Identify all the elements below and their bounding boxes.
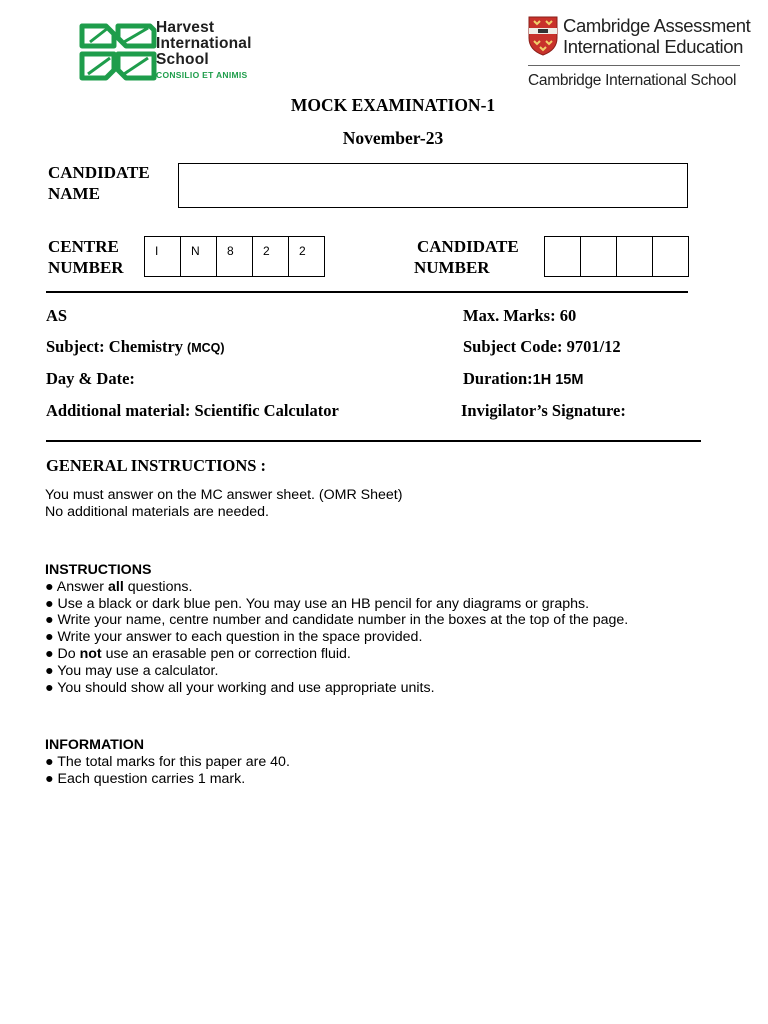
- centre-digit-box[interactable]: 2: [288, 236, 325, 277]
- centre-digit-box[interactable]: 8: [216, 236, 253, 277]
- information-section: [45, 737, 290, 787]
- instruction-item: ● You should show all your working and use appropriate units.: [45, 679, 435, 696]
- day-date: Day & Date:: [46, 369, 135, 388]
- candidate-number-label-line1: CANDIDATE: [417, 237, 519, 256]
- additional-material: Additional material: Scientific Calculator: [46, 401, 339, 420]
- centre-number-boxes: [144, 236, 325, 277]
- candidate-digit-box[interactable]: [652, 236, 689, 277]
- subject-line: [46, 337, 225, 357]
- centre-number-label-line1: CENTRE: [48, 237, 119, 256]
- candidate-name-label-line2: NAME: [48, 184, 100, 203]
- subject-code: Subject Code: 9701/12: [463, 337, 621, 356]
- harvest-motto: CONSILIO ET ANIMIS: [156, 70, 248, 80]
- instruction-item: ● Write your answer to each question in the space provided.: [45, 629, 423, 646]
- candidate-digit-box[interactable]: [544, 236, 581, 277]
- instruction-item: ● Write your name, centre number and candidate number in the boxes at the top of the page.: [45, 612, 629, 629]
- instruction-item: ● Do not use an erasable pen or correction fluid.: [45, 645, 351, 662]
- duration-value: 1H 15M: [532, 372, 584, 388]
- general-instruction-line: You must answer on the MC answer sheet. (OMR Sheet): [45, 487, 403, 503]
- cambridge-line2: International Education: [563, 36, 744, 57]
- cambridge-wordmark: [563, 15, 750, 57]
- information-heading: INFORMATION: [45, 737, 145, 753]
- centre-number-label-line2: NUMBER: [48, 258, 124, 277]
- instruction-item: ● Answer all questions.: [45, 578, 193, 595]
- invigilator-signature: Invigilator’s Signature:: [461, 401, 626, 420]
- instruction-item: ● Use a black or dark blue pen. You may use an HB pencil for any diagrams or graphs.: [45, 595, 590, 612]
- candidate-number-label-line2: NUMBER: [414, 258, 490, 277]
- information-item: ● The total marks for this paper are 40.: [45, 753, 290, 770]
- instructions-list: [45, 579, 628, 697]
- harvest-name-line3: School: [156, 51, 209, 68]
- exam-date: November-23: [342, 128, 444, 148]
- candidate-name-field[interactable]: [178, 163, 688, 208]
- centre-number-label: [48, 236, 124, 278]
- general-instruction-line: No additional materials are needed.: [45, 503, 269, 520]
- subject: Subject: Chemistry: [46, 337, 184, 356]
- information-list: [45, 754, 290, 788]
- general-instructions-body: [45, 487, 402, 521]
- candidate-digit-box[interactable]: [580, 236, 617, 277]
- candidate-digit-box[interactable]: [616, 236, 653, 277]
- cambridge-shield-icon: [528, 16, 558, 56]
- instructions-section: [45, 562, 628, 696]
- candidate-name-label: [48, 162, 150, 204]
- harvest-name-line2: International: [156, 35, 252, 52]
- general-instructions-heading: GENERAL INSTRUCTIONS :: [46, 456, 267, 475]
- duration-line: [463, 369, 583, 389]
- cambridge-divider: [528, 65, 740, 66]
- exam-title: MOCK EXAMINATION-1: [290, 95, 496, 115]
- divider-top: [46, 291, 688, 293]
- subject-note: (MCQ): [187, 341, 225, 355]
- centre-digit-box[interactable]: I: [144, 236, 181, 277]
- instructions-heading: INSTRUCTIONS: [45, 562, 152, 578]
- centre-digit-box[interactable]: 2: [252, 236, 289, 277]
- information-item: ● Each question carries 1 mark.: [45, 770, 246, 787]
- harvest-school-wordmark: [156, 20, 252, 80]
- cambridge-line1: Cambridge Assessment: [563, 15, 751, 36]
- candidate-number-label: [414, 236, 519, 278]
- cambridge-school-label: Cambridge International School: [528, 72, 737, 89]
- candidate-number-boxes: [544, 236, 689, 277]
- instruction-item: ● You may use a calculator.: [45, 662, 219, 679]
- centre-digit-box[interactable]: N: [180, 236, 217, 277]
- harvest-name-line1: Harvest: [156, 19, 215, 36]
- duration-label: Duration:: [463, 369, 533, 388]
- level-label: AS: [46, 306, 68, 325]
- candidate-name-label-line1: CANDIDATE: [48, 163, 150, 182]
- divider-bottom: [46, 440, 701, 442]
- harvest-school-logo-icon: [78, 20, 158, 84]
- max-marks: Max. Marks: 60: [463, 306, 577, 325]
